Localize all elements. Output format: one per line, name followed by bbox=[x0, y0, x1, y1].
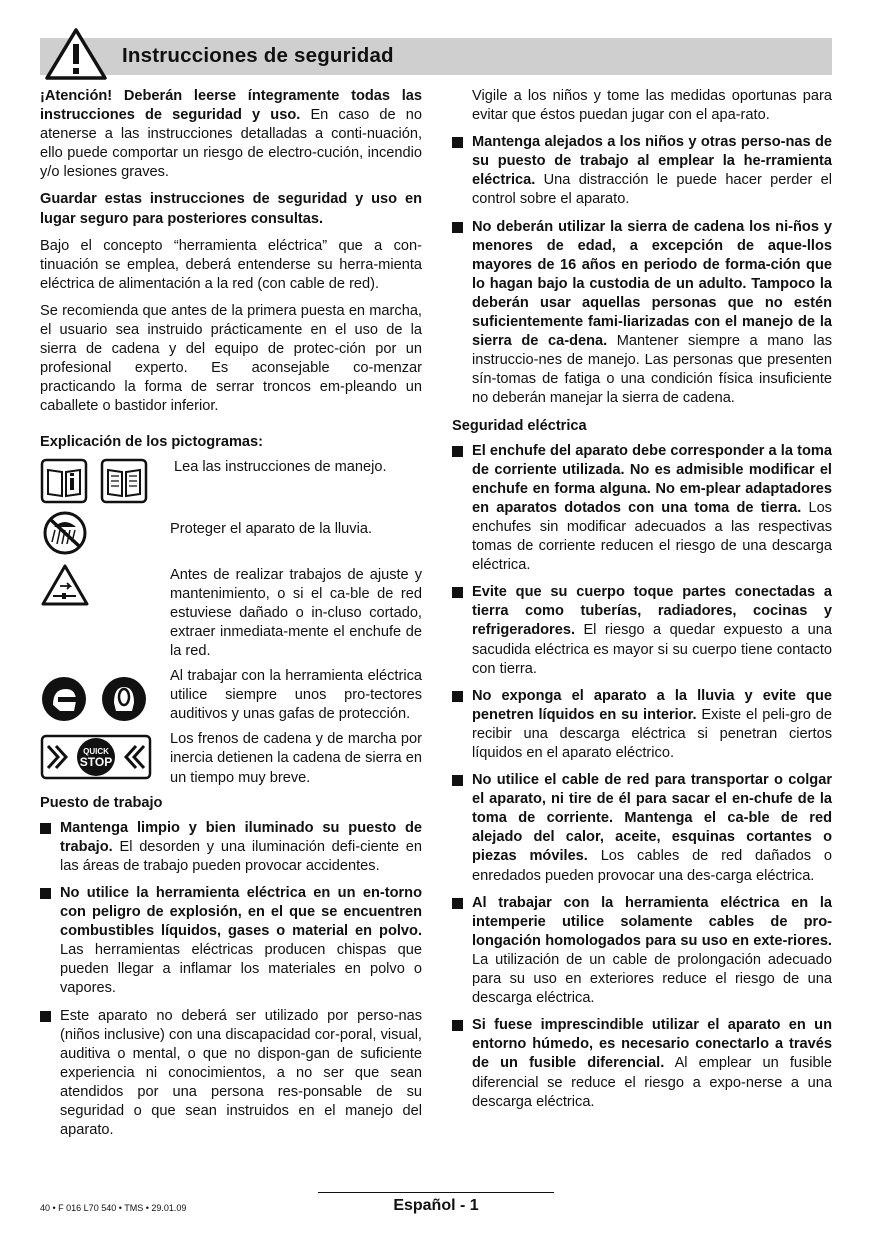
bullet-children-2: No deberán utilizar la sierra de cadena los ni-ños y menores de edad, a excepción de aque-llos mayores de 16 años en periodo de forma-ción que lo hagan bajo la custodia de un adulto. Tampoco la deberán usar aquellas personas que no estén suficientemente fami-liarizadas con el manejo de la sierra de ca-dena. Mantener siempre a mano las instruccio-nes de manejo. Las personas que presenten sín-tomas de fatiga o una condición física insuficiente no deberán manejar la sierra de cadena. bbox=[452, 218, 832, 409]
bullet-workplace-3: Este aparato no deberá ser utilizado por perso-nas (niños inclusive) con una discapacidad cor-poral, visual, auditiva o mental, o que no dispon-gan de suficiente experiencia ni conocimientos, a no ser que sean atendidos por una persona res-ponsable de su seguridad o que sean instruidos en el manejo del aparato. bbox=[40, 1007, 422, 1141]
bullet-electric-5: Al trabajar con la herramienta eléctrica en la intemperie utilice solamente cables de pro-longación homologados para su uso en exte-riores. La utilización de un cable de prolongación adecuado para su uso en exteriores reduce el riesgo de una descarga eléctrica. bbox=[452, 894, 832, 1009]
picto-row-brake: QUICK STOP Los frenos de cadena y de marcha por inercia detienen la cadena de sierra en un tiempo muy breve. bbox=[40, 730, 422, 787]
book-icon bbox=[100, 458, 148, 504]
picto-row-unplug: Antes de realizar trabajos de ajuste y mantenimiento, o si el ca-ble de red estuviese dañado o in-cluso cortado, extraer inmediata-mente el enchufe de la red. bbox=[40, 562, 422, 661]
no-rain-icon bbox=[40, 510, 90, 556]
footer-divider bbox=[318, 1192, 554, 1193]
workplace-heading: Puesto de trabajo bbox=[40, 794, 163, 811]
bullet-electric-1: El enchufe del aparato debe corresponder a la toma de corriente utilizada. No es admisible modificar el enchufe en forma alguna. No em-plear adaptadores en aparatos dotados con una toma de tierra. Los enchufes sin modificar adecuados a las respectivas tomas de corriente reducen el riesgo de una descarga eléctrica. bbox=[452, 442, 832, 576]
bullet-workplace-2: No utilice la herramienta eléctrica en un en-torno con peligro de explosión, en el que se encuentren combustibles líquidos, gases o material en polvo. Las herramientas eléctricas producen chispas que pueden llegar a inflamar los materiales en polvo o vapores. bbox=[40, 884, 422, 999]
page-number: Español - 1 bbox=[393, 1197, 479, 1214]
picto-heading: Explicación de los pictogramas: bbox=[40, 433, 264, 450]
read-manual-icon bbox=[40, 458, 88, 504]
unplug-warning-icon bbox=[40, 562, 90, 608]
recommend-paragraph: Se recomienda que antes de la primera puesta en marcha, el usuario sea instruido prácticamente en el uso de la sierra de cadena y del equipo de protec-ción por un profesional experto. Es aconsejable co-menzar practicando la forma de serrar troncos em-pleando un caballete o bastidor inferior. bbox=[40, 302, 422, 415]
bullet-electric-2: Evite que su cuerpo toque partes conectadas a tierra como tuberías, radiadores, cocinas y refrigeradores. El riesgo a quedar expuesto a una sacudida eléctrica es mayor si su cuerpo tiene contacto con tierra. bbox=[452, 583, 832, 678]
electrical-heading: Seguridad eléctrica bbox=[452, 417, 587, 434]
intro-paragraph: ¡Atención! Deberán leerse íntegramente todas las instrucciones de seguridad y uso. En caso de no atenerse a las instrucciones detalladas a conti-nuación, ello puede comportar un riesgo de electro-cución, incendio y/o lesiones graves. bbox=[40, 88, 422, 181]
keep-instructions: Guardar estas instrucciones de seguridad y uso en lugar seguro para posteriores consultas. bbox=[40, 191, 422, 227]
quick-stop-icon bbox=[40, 734, 152, 780]
picto-row-rain: Proteger el aparato de la lluvia. bbox=[40, 510, 422, 556]
eye-protection-icon bbox=[100, 675, 148, 723]
continued-paragraph: Vigile a los niños y tome las medidas oportunas para evitar que éstos puedan jugar con el apa-rato. bbox=[472, 88, 832, 124]
picto-row-protection: Al trabajar con la herramienta eléctrica utilice siempre unos pro-tectores auditivos y unas gafas de protección. bbox=[40, 667, 422, 724]
stop-label: STOP bbox=[79, 755, 113, 770]
warning-triangle-icon bbox=[43, 26, 109, 82]
bullet-children-1: Mantenga alejados a los niños y otras perso-nas de su puesto de trabajo al emplear la he-rramienta eléctrica. Una distracción le puede hacer perder el control sobre el aparato. bbox=[452, 133, 832, 209]
bullet-electric-6: Si fuese imprescindible utilizar el aparato en un entorno húmedo, es necesario conectarlo a través de un fusible diferencial. Al emplear un fusible diferencial se reduce el riesgo a expo-nerse a una descarga eléctrica. bbox=[452, 1016, 832, 1111]
footer-code: 40 • F 016 L70 540 • TMS • 29.01.09 bbox=[40, 1203, 187, 1213]
picto-row-manual: Lea las instrucciones de manejo. bbox=[40, 458, 422, 504]
bullet-electric-3: No exponga el aparato a la lluvia y evite que penetren líquidos en su interior. Existe el peli-gro de recibir una descarga eléctrica si penetran ciertos líquidos en el aparato eléctrico. bbox=[452, 687, 832, 763]
left-column bbox=[40, 87, 422, 1148]
quick-label: QUICK bbox=[83, 747, 109, 757]
bullet-workplace-1: Mantenga limpio y bien iluminado su puesto de trabajo. El desorden y una iluminación defi-ciente en las áreas de trabajo pueden provocar accidentes. bbox=[40, 819, 422, 876]
right-column bbox=[452, 87, 832, 1120]
page-title: Instrucciones de seguridad bbox=[122, 44, 394, 67]
bullet-electric-4: No utilice el cable de red para transportar o colgar el aparato, ni tire de él para sacar el en-chufe de la toma de corriente. Mantenga el ca-ble de red alejado del calor, aceite, esquinas cortantes o piezas móviles. Los cables de red dañados o enredados pueden provocar una des-carga eléctrica. bbox=[452, 771, 832, 886]
concept-paragraph: Bajo el concepto “herramienta eléctrica” que a con-tinuación se emplea, deberá entenderse su herra-mienta eléctrica de alimentación a la red (con cable de red). bbox=[40, 237, 422, 292]
ear-protection-icon bbox=[40, 675, 88, 723]
